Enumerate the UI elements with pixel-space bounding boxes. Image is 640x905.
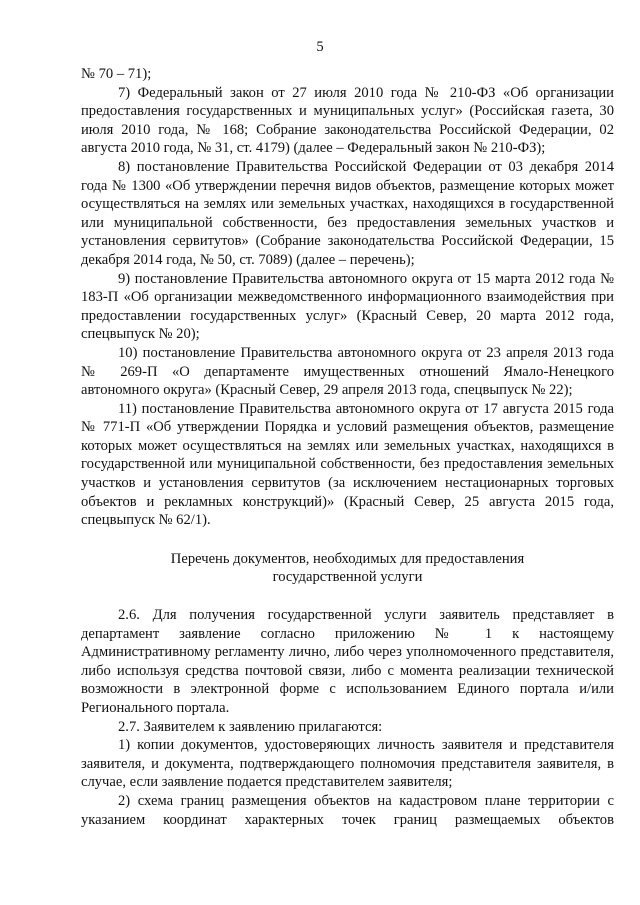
paragraph-attachment-1: 1) копии документов, удостоверяющих личность заявителя и представителя заявителя, и документа, подтверждающего полномочия представителя заявителя, в случае, если заявление подается представителем заявителя; [81,737,614,791]
section-heading [81,550,614,587]
document-body [81,65,614,829]
paragraph-2-7: 2.7. Заявителем к заявлению прилагаются: [118,718,383,735]
paragraph-item-10: 10) постановление Правительства автономного округа от 23 апреля 2013 года № 269-П «О департаменте имущественных отношений Ямало-Ненецкого автономного округа» (Красный Север, 29 апреля 2013 года, спецвыпуск № 22); [81,344,614,399]
paragraph-item-7: 7) Федеральный закон от 27 июля 2010 года № 210-ФЗ «Об организации предоставления государственных и муниципальных услуг» (Российская газета, 30 июля 2010 года, № 168; Собрание законодательства Российской Федерации, 02 августа 2010 года, № 31, ст. 4179) (далее – Федеральный закон № 210-ФЗ); [81,84,614,157]
paragraph-attachment-2: 2) схема границ размещения объектов на кадастровом плане территории с указанием координат характерных точек границ размещаемых объектов [81,792,614,828]
section-heading-line-1: Перечень документов, необходимых для предоставления [170,550,525,567]
paragraph-item-11: 11) постановление Правительства автономного округа от 17 августа 2015 года № 771-П «Об утверждении Порядка и условий размещения объектов, размещение которых может осуществляться на землях или земельных участках, находящихся в государственной или муниципальной собственности, без предоставления земельных участков и установления сервитутов (за исключением нестационарных торговых объектов и рекламных конструкций)» (Красный Север, 25 августа 2015 года, спецвыпуск № 62/1). [81,400,614,529]
page-number: 5 [316,39,324,55]
section-heading-line-2: государственной услуги [272,569,423,586]
paragraph-item-9: 9) постановление Правительства автономного округа от 15 марта 2012 года № 183-П «Об организации межведомственного информационного взаимодействия при предоставлении государственных услуг» (Красный Север, 20 марта 2012 года, спецвыпуск № 20); [81,270,614,343]
paragraph-continuation: № 70 – 71); [81,66,152,82]
paragraph-item-8: 8) постановление Правительства Российской Федерации от 03 декабря 2014 года № 1300 «Об утверждении перечня видов объектов, размещение которых может осуществляться на землях или земельных участках, находящихся в государственной или муниципальной собственности, без предоставления земельных участков и установления сервитутов» (Собрание законодательства Российской Федерации, 15 декабря 2014 года, № 50, ст. 7089) (далее – перечень); [81,158,614,268]
paragraph-2-6: 2.6. Для получения государственной услуги заявитель представляет в департамент заявление согласно приложению № 1 к настоящему Административному регламенту лично, либо через уполномоченного представителя, либо используя средства почтовой связи, либо с момента реализации технической возможности в электронной форме с использованием Единого портала и/или Регионального портала. [81,607,614,716]
